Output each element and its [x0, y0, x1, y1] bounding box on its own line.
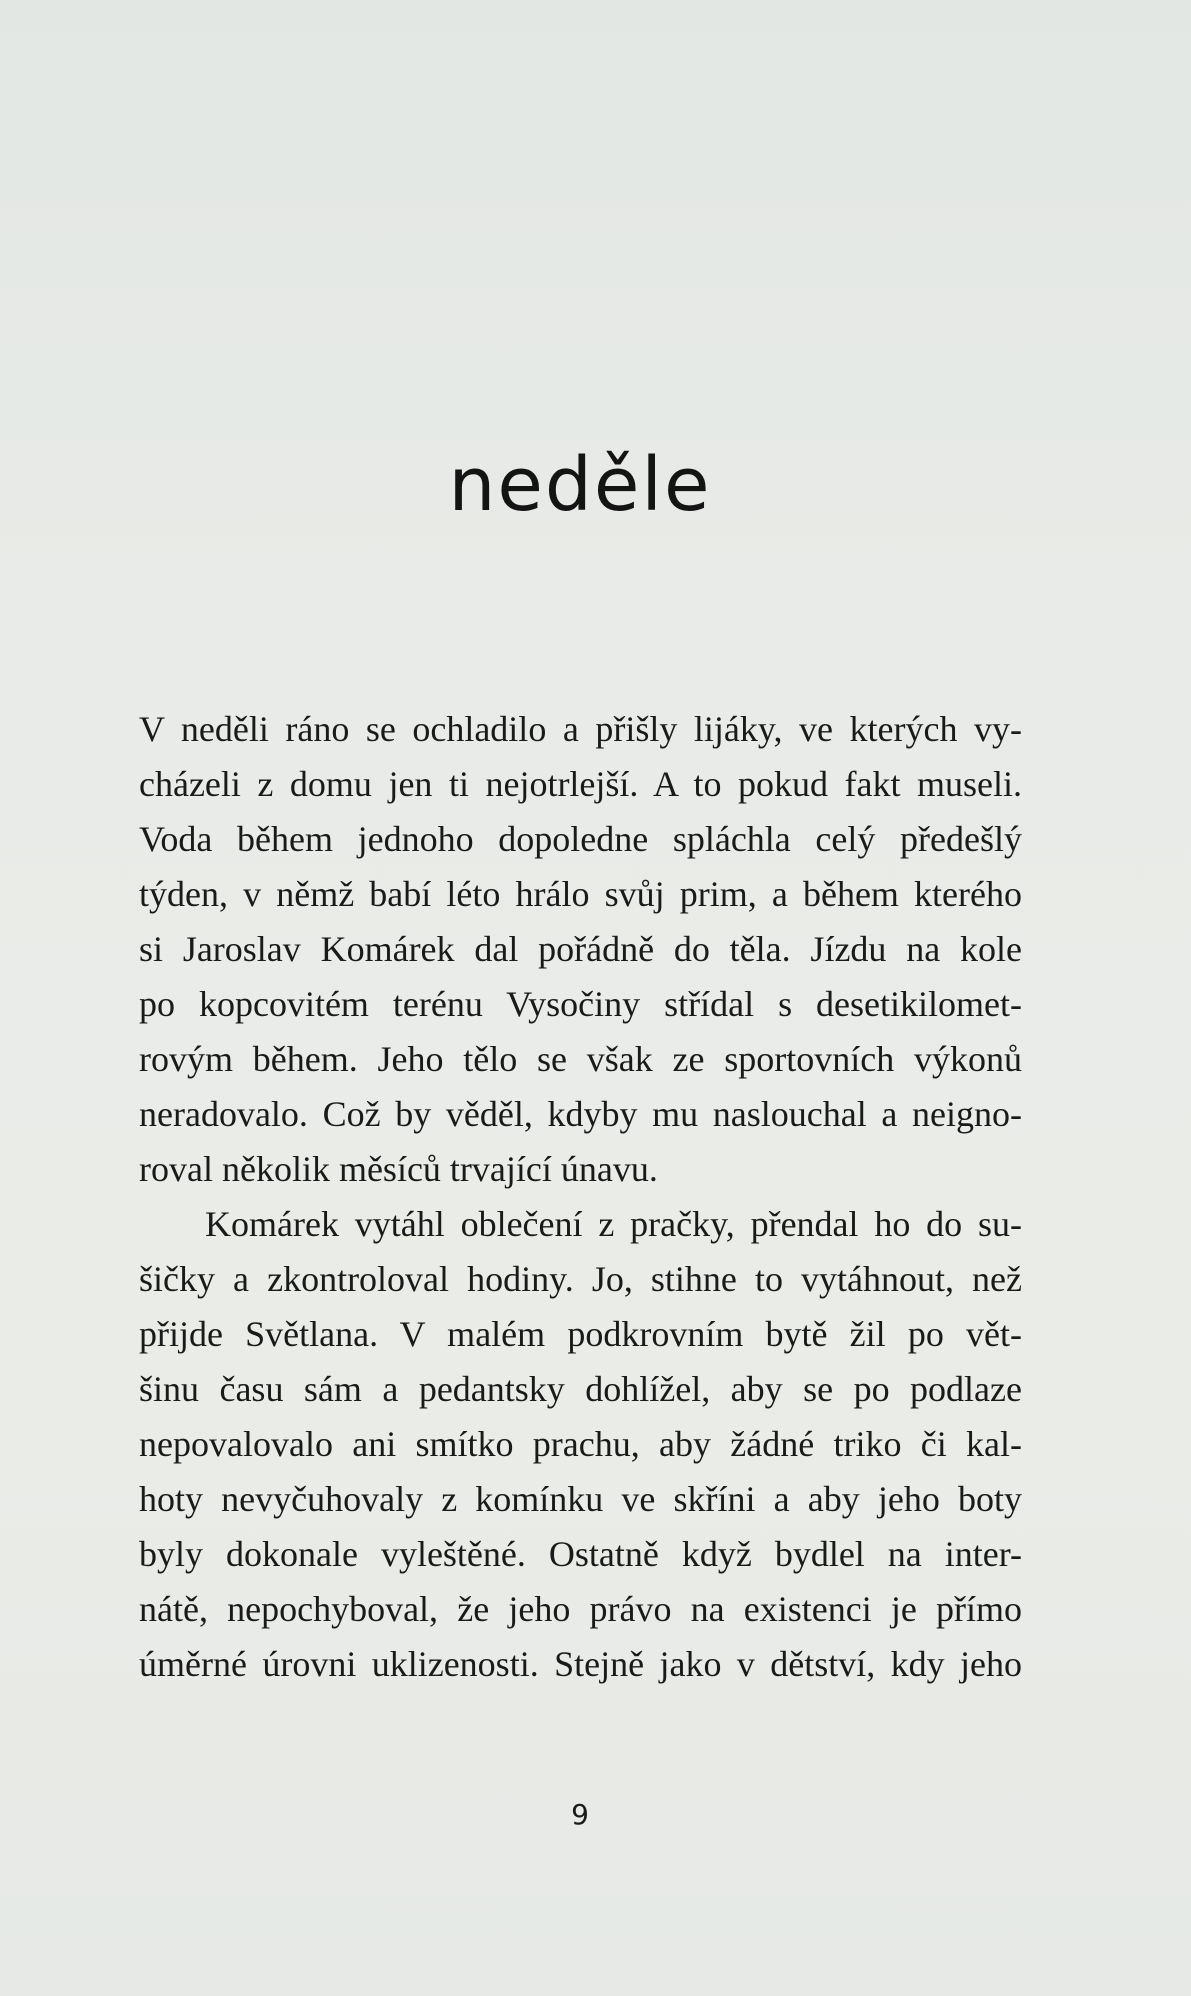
text-line: po kopcovitém terénu Vysočiny střídal s desetikilomet- [139, 984, 1022, 1024]
paragraph-1 [139, 702, 1022, 1197]
chapter-title: neděle [448, 441, 712, 528]
text-line: byly dokonale vyleštěné. Ostatně když bydlel na inter- [139, 1534, 1022, 1574]
text-line: nátě, nepochyboval, že jeho právo na existenci je přímo [139, 1589, 1022, 1629]
text-line: úměrné úrovni uklizenosti. Stejně jako v dětství, kdy jeho [139, 1644, 1022, 1684]
text-line: Komárek vytáhl oblečení z pračky, přendal ho do su- [205, 1204, 1022, 1244]
text-line: roval několik měsíců trvající únavu. [139, 1149, 658, 1189]
page-number: 9 [571, 1798, 589, 1831]
paragraph-2 [139, 1197, 1022, 1692]
text-line: šinu času sám a pedantsky dohlížel, aby se po podlaze [139, 1369, 1022, 1409]
text-line: Voda během jednoho dopoledne spláchla celý předešlý [139, 819, 1022, 859]
text-line: neradovalo. Což by věděl, kdyby mu naslouchal a neigno- [139, 1094, 1022, 1134]
text-line: nepovalovalo ani smítko prachu, aby žádné triko či kal- [139, 1424, 1022, 1464]
text-line: týden, v němž babí léto hrálo svůj prim, a během kterého [139, 874, 1022, 914]
text-line: přijde Světlana. V malém podkrovním bytě žil po vět- [139, 1314, 1022, 1354]
text-line: rovým během. Jeho tělo se však ze sportovních výkonů [139, 1039, 1022, 1079]
text-line: hoty nevyčuhovaly z komínku ve skříni a aby jeho boty [139, 1479, 1022, 1519]
text-line: šičky a zkontroloval hodiny. Jo, stihne to vytáhnout, než [139, 1259, 1022, 1299]
text-line: V neděli ráno se ochladilo a přišly lijáky, ve kterých vy- [139, 709, 1022, 749]
text-line: cházeli z domu jen ti nejotrlejší. A to pokud fakt museli. [139, 764, 1022, 804]
text-line: si Jaroslav Komárek dal pořádně do těla. Jízdu na kole [139, 929, 1022, 969]
body-text [139, 702, 1022, 1692]
